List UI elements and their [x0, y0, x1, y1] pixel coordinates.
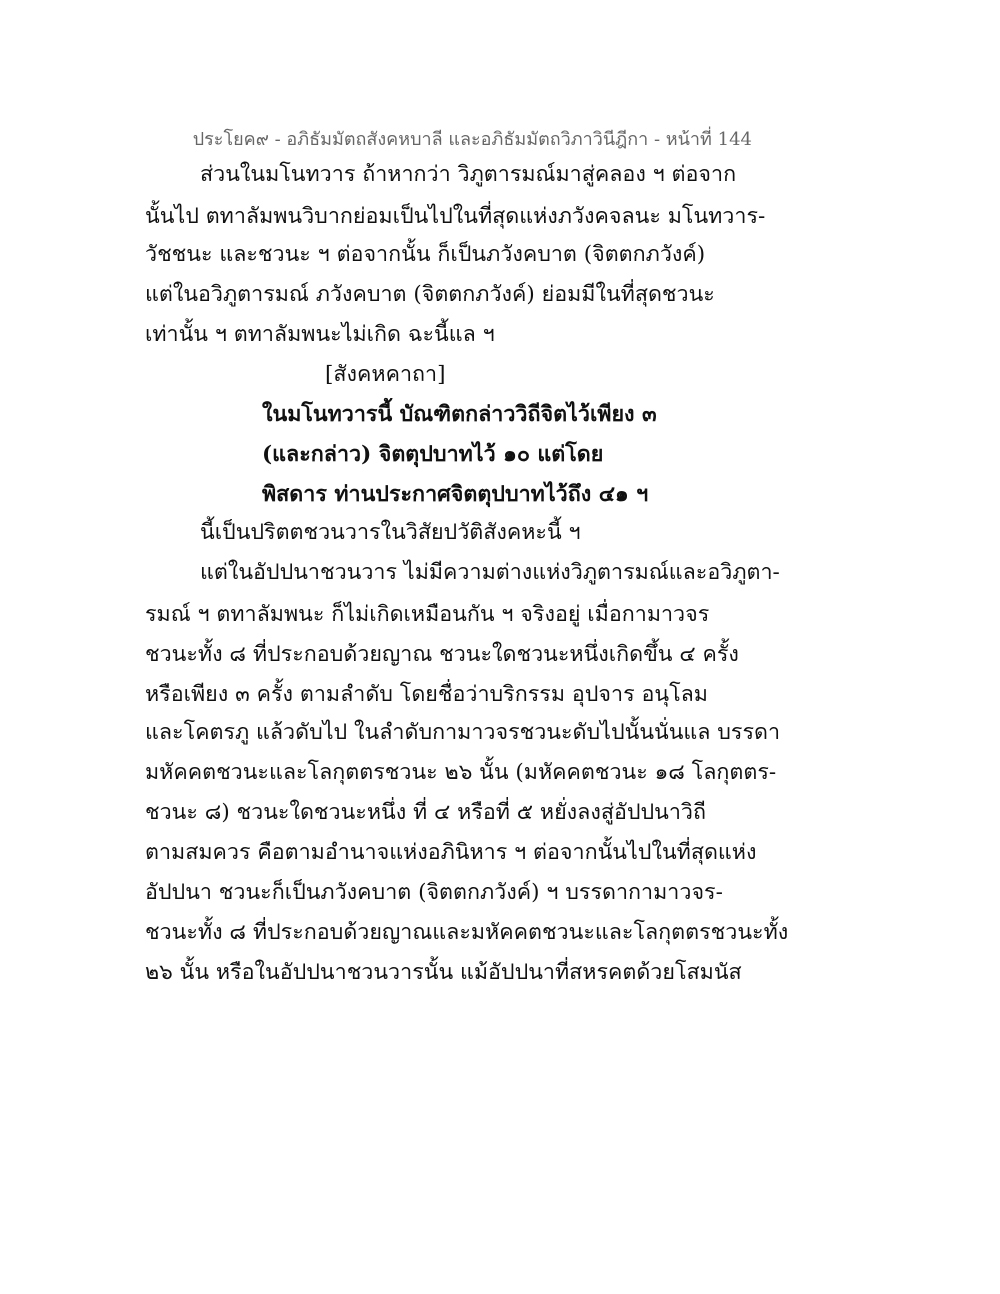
- para3-line-2: รมณ์ ฯ ตทาลัมพนะ ก็ไม่เกิดเหมือนกัน ฯ จริงอยู่ เมื่อกามาวจร: [145, 602, 710, 627]
- para3-line-11: ๒๖ นั้น หรือในอัปปนาชวนวารนั้น แม้อัปปนาที่สหรคตด้วยโสมนัส: [145, 960, 742, 985]
- verse-heading: [สังคหคาถา]: [325, 362, 446, 387]
- para1-line-2: นั้นไป ตทาลัมพนวิบากย่อมเป็นไปในที่สุดแห่งภวังคจลนะ มโนทวาร-: [145, 204, 766, 229]
- para1-line-5: เท่านั้น ฯ ตทาลัมพนะไม่เกิด ฉะนี้แล ฯ: [145, 322, 495, 347]
- para3-line-3: ชวนะทั้ง ๘ ที่ประกอบด้วยญาณ ชวนะใดชวนะหนึ่งเกิดขึ้น ๔ ครั้ง: [145, 642, 739, 667]
- para3-line-9: อัปปนา ชวนะก็เป็นภวังคบาต (จิตตกภวังค์) ฯ บรรดากามาวจร-: [145, 880, 723, 905]
- verse-line-3: พิสดาร ท่านประกาศจิตตุปบาทไว้ถึง ๔๑ ฯ: [262, 482, 649, 507]
- verse-line-1: ในมโนทวารนี้ บัณฑิตกล่าววิถีจิตไว้เพียง ๓: [262, 402, 657, 427]
- para1-line-1: ส่วนในมโนทวาร ถ้าหากว่า วิภูตารมณ์มาสู่คลอง ฯ ต่อจาก: [200, 162, 737, 187]
- verse-line-2: (และกล่าว) จิตตุปบาทไว้ ๑๐ แต่โดย: [262, 442, 604, 467]
- para3-line-10: ชวนะทั้ง ๘ ที่ประกอบด้วยญาณและมหัคคตชวนะและโลกุตตรชวนะทั้ง: [145, 920, 789, 945]
- para3-line-1: แต่ในอัปปนาชวนวาร ไม่มีความต่างแห่งวิภูตารมณ์และอวิภูตา-: [200, 560, 780, 585]
- para3-line-7: ชวนะ ๘) ชวนะใดชวนะหนึ่ง ที่ ๔ หรือที่ ๕ หยั่งลงสู่อัปปนาวิถี: [145, 800, 707, 825]
- para3-line-5: และโคตรภู แล้วดับไป ในลำดับกามาวจรชวนะดับไปนั้นนั่นแล บรรดา: [145, 720, 781, 745]
- para1-line-4: แต่ในอวิภูตารมณ์ ภวังคบาต (จิตตกภวังค์) ย่อมมีในที่สุดชวนะ: [145, 282, 715, 307]
- para1-line-3: วัชชนะ และชวนะ ฯ ต่อจากนั้น ก็เป็นภวังคบาต (จิตตกภวังค์): [145, 242, 706, 267]
- para2-line-1: นี้เป็นปริตตชวนวารในวิสัยปวัติสังคหะนี้ ฯ: [200, 520, 581, 545]
- para3-line-6: มหัคคตชวนะและโลกุตตรชวนะ ๒๖ นั้น (มหัคคตชวนะ ๑๘ โลกุตตร-: [145, 760, 777, 785]
- para3-line-4: หรือเพียง ๓ ครั้ง ตามลำดับ โดยชื่อว่าบริกรรม อุปจาร อนุโลม: [145, 682, 708, 707]
- para3-line-8: ตามสมควร คือตามอำนาจแห่งอภินิหาร ฯ ต่อจากนั้นไปในที่สุดแห่ง: [145, 840, 757, 865]
- running-header: ประโยค๙ - อภิธัมมัตถสังคหบาลี และอภิธัมมัตถวิภาวินีฎีกา - หน้าที่ 144: [192, 129, 752, 150]
